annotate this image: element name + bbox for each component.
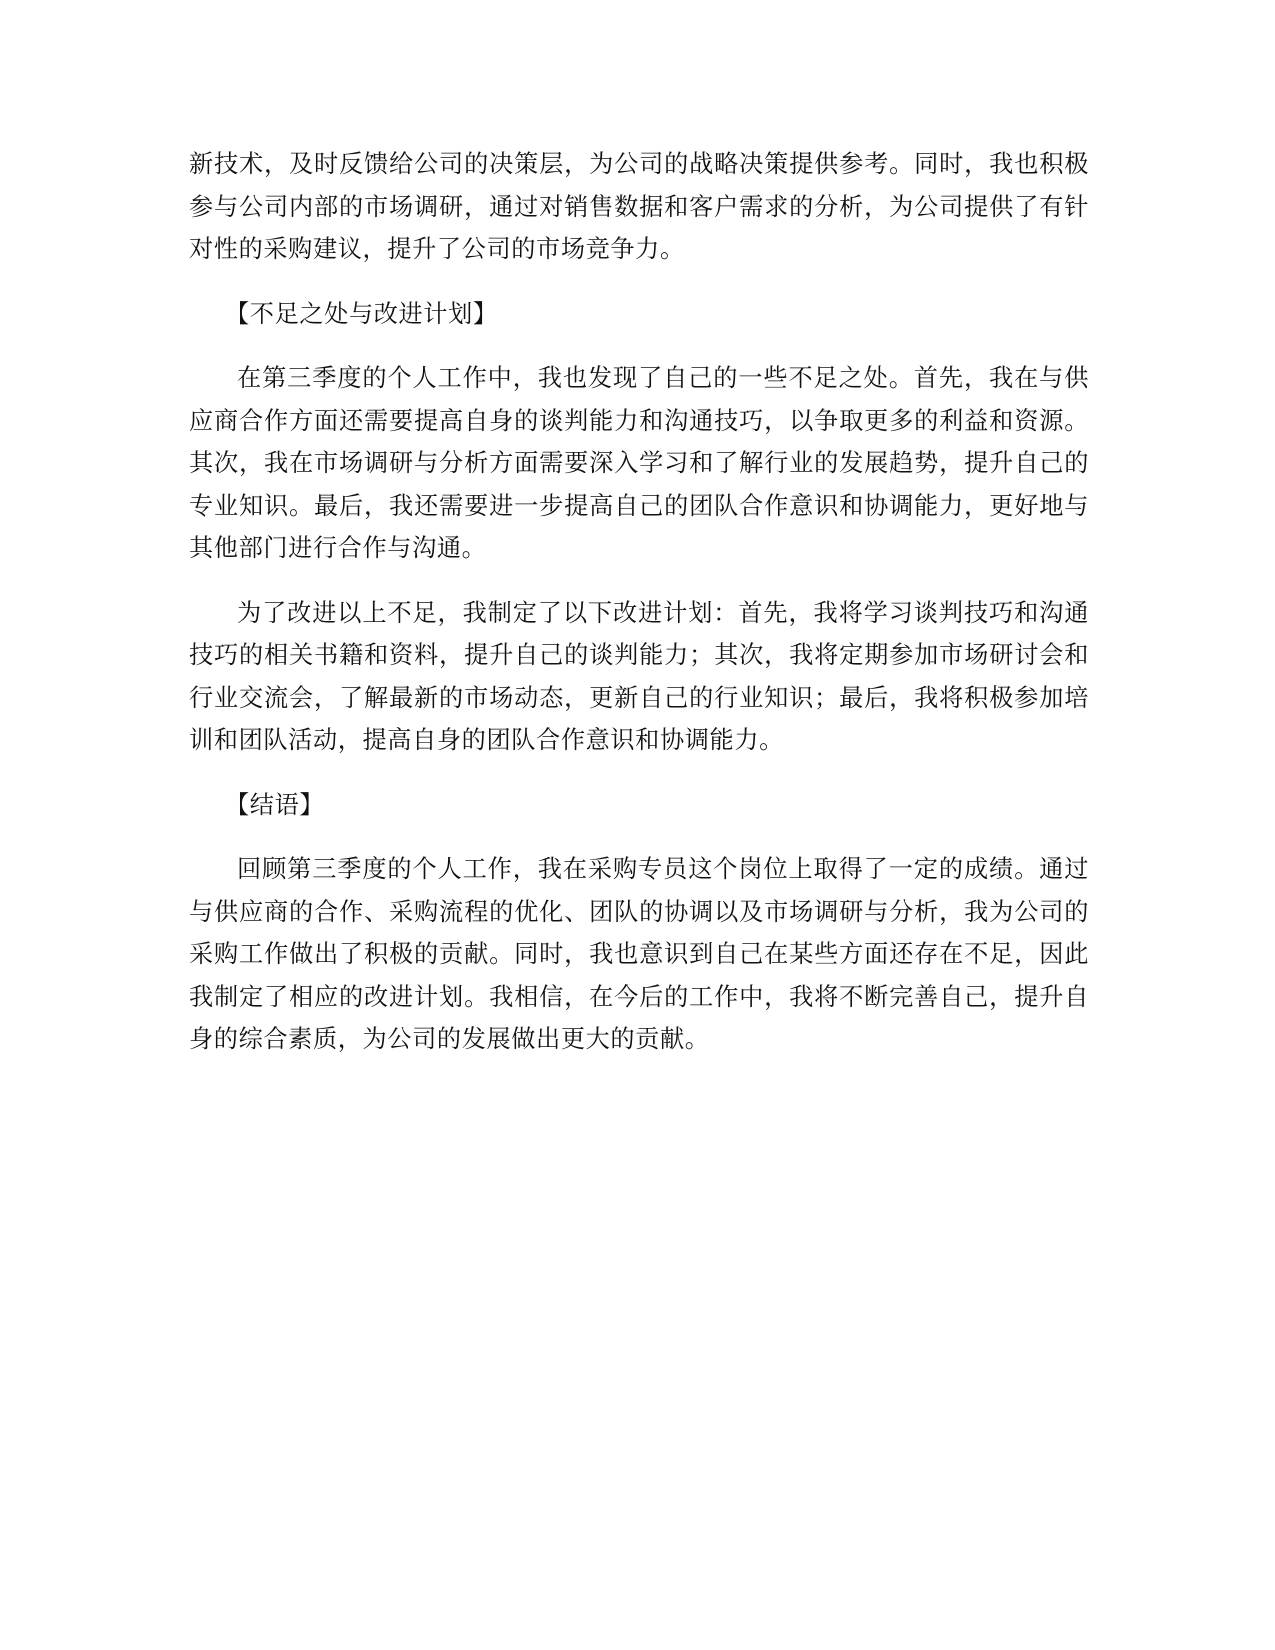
section-heading-conclusion: 【结语】 <box>225 790 325 819</box>
document-body <box>189 143 1089 1083</box>
section-heading-shortcomings: 【不足之处与改进计划】 <box>225 299 498 328</box>
paragraph-continuation: 新技术，及时反馈给公司的决策层，为公司的战略决策提供参考。同时，我也积极参与公司内部的市场调研，通过对销售数据和客户需求的分析，为公司提供了有针对性的采购建议，提升了公司的市场竞争力。 <box>189 150 1089 263</box>
paragraph-shortcomings: 在第三季度的个人工作中，我也发现了自己的一些不足之处。首先，我在与供应商合作方面还需要提高自身的谈判能力和沟通技巧，以争取更多的利益和资源。其次，我在市场调研与分析方面需要深入学习和了解行业的发展趋势，提升自己的专业知识。最后，我还需要进一步提高自己的团队合作意识和协调能力，更好地与其他部门进行合作与沟通。 <box>189 364 1089 562</box>
paragraph-conclusion: 回顾第三季度的个人工作，我在采购专员这个岗位上取得了一定的成绩。通过与供应商的合作、采购流程的优化、团队的协调以及市场调研与分析，我为公司的采购工作做出了积极的贡献。同时，我也意识到自己在某些方面还存在不足，因此我制定了相应的改进计划。我相信，在今后的工作中，我将不断完善自己，提升自身的综合素质，为公司的发展做出更大的贡献。 <box>189 855 1089 1053</box>
paragraph-improvement-plan: 为了改进以上不足，我制定了以下改进计划：首先，我将学习谈判技巧和沟通技巧的相关书籍和资料，提升自己的谈判能力；其次，我将定期参加市场研讨会和行业交流会，了解最新的市场动态，更新自己的行业知识；最后，我将积极参加培训和团队活动，提高自身的团队合作意识和协调能力。 <box>189 598 1089 754</box>
